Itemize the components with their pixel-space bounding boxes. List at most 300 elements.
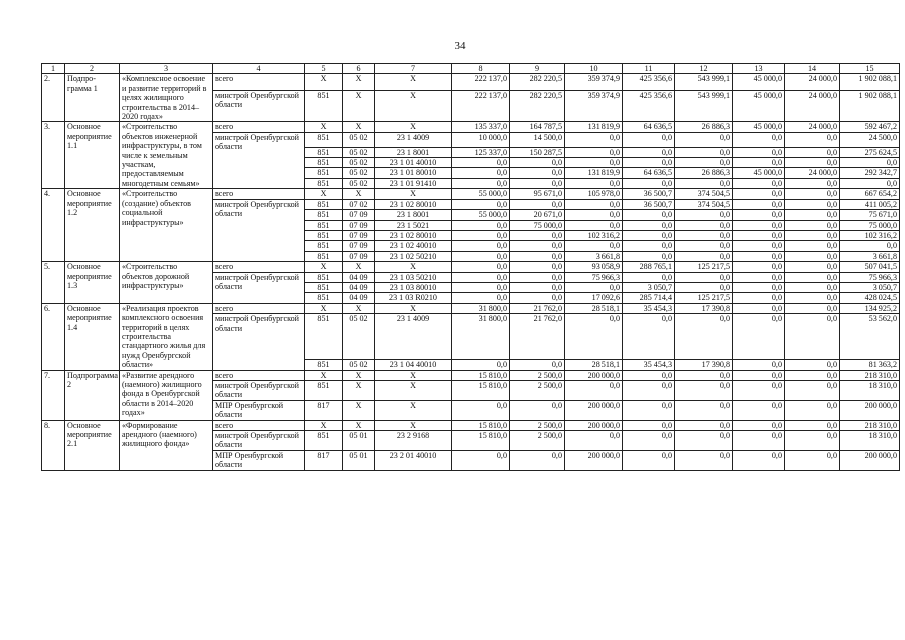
amount-cell: 0,0 xyxy=(510,450,565,470)
amount-cell: 0,0 xyxy=(623,147,675,157)
code-target: 23 1 03 50210 xyxy=(375,272,452,282)
amount-cell: 0,0 xyxy=(675,431,733,451)
amount-cell: 75 000,0 xyxy=(510,220,565,230)
code-target: 23 1 8001 xyxy=(375,147,452,157)
executor: минстрой Оренбургской области xyxy=(213,381,305,401)
amount-cell: 0,0 xyxy=(675,381,733,401)
amount-cell: 0,0 xyxy=(733,314,785,360)
amount-cell: 0,0 xyxy=(623,230,675,240)
code-grbs: X xyxy=(305,303,343,313)
amount-cell: 0,0 xyxy=(565,147,623,157)
amount-cell: 0,0 xyxy=(675,132,733,147)
amount-cell: 0,0 xyxy=(733,147,785,157)
amount-cell: 428 024,5 xyxy=(840,293,900,303)
amount-cell: 0,0 xyxy=(675,147,733,157)
amount-cell: 21 762,0 xyxy=(510,314,565,360)
code-section: X xyxy=(343,381,375,401)
amount-cell: 425 356,6 xyxy=(623,90,675,122)
amount-cell: 374 504,5 xyxy=(675,199,733,209)
code-grbs: X xyxy=(305,74,343,91)
amount-cell: 0,0 xyxy=(565,220,623,230)
amount-cell: 18 310,0 xyxy=(840,381,900,401)
budget-table xyxy=(41,63,900,471)
amount-cell: 35 454,3 xyxy=(623,303,675,313)
executor: МПР Оренбургской области xyxy=(213,400,305,420)
amount-cell: 0,0 xyxy=(733,241,785,251)
code-grbs: X xyxy=(305,122,343,132)
code-target: X xyxy=(375,74,452,91)
amount-cell: 0,0 xyxy=(510,272,565,282)
amount-cell: 0,0 xyxy=(785,210,840,220)
amount-cell: 102 316,2 xyxy=(565,230,623,240)
amount-cell: 288 765,1 xyxy=(623,262,675,272)
amount-cell: 24 500,0 xyxy=(840,132,900,147)
amount-cell: 0,0 xyxy=(623,158,675,168)
code-target: X xyxy=(375,370,452,380)
amount-cell: 0,0 xyxy=(452,158,510,168)
amount-cell: 150 287,5 xyxy=(510,147,565,157)
amount-cell: 0,0 xyxy=(452,168,510,178)
item-type: Подпро-грамма 1 xyxy=(65,74,120,122)
item-type: Основное мероприятие 1.4 xyxy=(65,303,120,370)
amount-cell: 0,0 xyxy=(785,450,840,470)
code-grbs: 851 xyxy=(305,147,343,157)
amount-cell: 0,0 xyxy=(785,178,840,188)
amount-cell: 0,0 xyxy=(785,189,840,199)
amount-cell: 0,0 xyxy=(785,132,840,147)
code-target: 23 2 01 40010 xyxy=(375,450,452,470)
amount-cell: 0,0 xyxy=(733,132,785,147)
code-section: X xyxy=(343,400,375,420)
amount-cell: 0,0 xyxy=(452,251,510,261)
code-section: 04 09 xyxy=(343,293,375,303)
amount-cell: 0,0 xyxy=(675,272,733,282)
amount-cell: 0,0 xyxy=(452,220,510,230)
amount-cell: 55 000,0 xyxy=(452,210,510,220)
amount-cell: 0,0 xyxy=(675,370,733,380)
table-row xyxy=(42,262,900,272)
amount-cell: 131 819,9 xyxy=(565,168,623,178)
amount-cell: 411 005,2 xyxy=(840,199,900,209)
amount-cell: 0,0 xyxy=(785,230,840,240)
amount-cell: 0,0 xyxy=(785,381,840,401)
amount-cell: 75 966,3 xyxy=(840,272,900,282)
amount-cell: 0,0 xyxy=(623,450,675,470)
amount-cell: 0,0 xyxy=(733,360,785,370)
amount-cell: 0,0 xyxy=(452,230,510,240)
code-grbs: 851 xyxy=(305,220,343,230)
table-row xyxy=(42,122,900,132)
amount-cell: 24 000,0 xyxy=(785,74,840,91)
amount-cell: 0,0 xyxy=(733,303,785,313)
amount-cell: 3 050,7 xyxy=(840,282,900,292)
row-number: 3. xyxy=(42,122,65,189)
code-section: 07 09 xyxy=(343,230,375,240)
amount-cell: 24 000,0 xyxy=(785,122,840,132)
amount-cell: 36 500,7 xyxy=(623,189,675,199)
amount-cell: 0,0 xyxy=(623,132,675,147)
amount-cell: 2 500,0 xyxy=(510,420,565,430)
executor: минстрой Оренбургской области xyxy=(213,199,305,261)
header-row xyxy=(42,64,900,74)
amount-cell: 0,0 xyxy=(785,147,840,157)
row-number: 5. xyxy=(42,262,65,304)
executor: минстрой Оренбургской области xyxy=(213,90,305,122)
amount-cell: 0,0 xyxy=(623,220,675,230)
row-number: 7. xyxy=(42,370,65,420)
code-grbs: 851 xyxy=(305,360,343,370)
code-grbs: 851 xyxy=(305,241,343,251)
executor: всего xyxy=(213,262,305,272)
amount-cell: 0,0 xyxy=(675,210,733,220)
code-target: 23 1 02 80010 xyxy=(375,230,452,240)
amount-cell: 0,0 xyxy=(452,450,510,470)
amount-cell: 0,0 xyxy=(733,158,785,168)
amount-cell: 0,0 xyxy=(623,431,675,451)
code-section: 05 02 xyxy=(343,178,375,188)
row-number: 2. xyxy=(42,74,65,122)
amount-cell: 0,0 xyxy=(675,220,733,230)
code-section: 05 02 xyxy=(343,360,375,370)
amount-cell: 0,0 xyxy=(733,381,785,401)
amount-cell: 0,0 xyxy=(565,158,623,168)
amount-cell: 0,0 xyxy=(510,168,565,178)
code-section: X xyxy=(343,74,375,91)
amount-cell: 0,0 xyxy=(733,189,785,199)
amount-cell: 0,0 xyxy=(840,241,900,251)
code-grbs: 817 xyxy=(305,450,343,470)
code-target: X xyxy=(375,122,452,132)
code-section: 05 01 xyxy=(343,450,375,470)
amount-cell: 15 810,0 xyxy=(452,420,510,430)
item-name: «Строительство (создание) объектов социальной инфраструктуры» xyxy=(120,189,213,262)
table-row xyxy=(42,370,900,380)
code-target: X xyxy=(375,189,452,199)
code-section: X xyxy=(343,122,375,132)
amount-cell: 0,0 xyxy=(623,178,675,188)
column-number-header: 10 xyxy=(565,64,623,74)
amount-cell: 0,0 xyxy=(733,400,785,420)
code-grbs: 851 xyxy=(305,314,343,360)
amount-cell: 0,0 xyxy=(785,400,840,420)
amount-cell: 0,0 xyxy=(840,178,900,188)
amount-cell: 0,0 xyxy=(733,230,785,240)
amount-cell: 31 800,0 xyxy=(452,303,510,313)
code-target: 23 1 02 40010 xyxy=(375,241,452,251)
amount-cell: 35 454,3 xyxy=(623,360,675,370)
amount-cell: 282 220,5 xyxy=(510,90,565,122)
code-section: 05 02 xyxy=(343,132,375,147)
amount-cell: 0,0 xyxy=(675,450,733,470)
amount-cell: 0,0 xyxy=(785,272,840,282)
code-target: 23 1 01 91410 xyxy=(375,178,452,188)
amount-cell: 24 000,0 xyxy=(785,168,840,178)
amount-cell: 0,0 xyxy=(733,431,785,451)
amount-cell: 2 500,0 xyxy=(510,370,565,380)
item-type: Подпрограмма 2 xyxy=(65,370,120,420)
executor: МПР Оренбургской области xyxy=(213,450,305,470)
amount-cell: 0,0 xyxy=(785,360,840,370)
code-target: 23 1 8001 xyxy=(375,210,452,220)
amount-cell: 543 999,1 xyxy=(675,90,733,122)
code-grbs: 851 xyxy=(305,178,343,188)
item-name: «Комплексное освоение и развитие территорий в целях жилищного строительства в 2014–2020 годах» xyxy=(120,74,213,122)
code-section: X xyxy=(343,90,375,122)
amount-cell: 45 000,0 xyxy=(733,90,785,122)
code-target: X xyxy=(375,90,452,122)
amount-cell: 0,0 xyxy=(785,370,840,380)
amount-cell: 592 467,2 xyxy=(840,122,900,132)
code-section: 04 09 xyxy=(343,282,375,292)
amount-cell: 0,0 xyxy=(623,370,675,380)
code-target: 23 1 4009 xyxy=(375,132,452,147)
amount-cell: 0,0 xyxy=(785,293,840,303)
amount-cell: 0,0 xyxy=(510,158,565,168)
amount-cell: 0,0 xyxy=(623,314,675,360)
code-section: 05 02 xyxy=(343,314,375,360)
amount-cell: 135 337,0 xyxy=(452,122,510,132)
executor: всего xyxy=(213,189,305,199)
amount-cell: 0,0 xyxy=(452,241,510,251)
amount-cell: 131 819,9 xyxy=(565,122,623,132)
amount-cell: 64 636,5 xyxy=(623,122,675,132)
amount-cell: 200 000,0 xyxy=(565,400,623,420)
code-grbs: X xyxy=(305,262,343,272)
amount-cell: 0,0 xyxy=(675,158,733,168)
amount-cell: 125 337,0 xyxy=(452,147,510,157)
amount-cell: 3 661,8 xyxy=(840,251,900,261)
amount-cell: 0,0 xyxy=(510,230,565,240)
code-grbs: 817 xyxy=(305,400,343,420)
code-section: 05 02 xyxy=(343,158,375,168)
amount-cell: 0,0 xyxy=(452,400,510,420)
column-number-header: 11 xyxy=(623,64,675,74)
amount-cell: 0,0 xyxy=(675,282,733,292)
amount-cell: 0,0 xyxy=(510,360,565,370)
code-grbs: X xyxy=(305,370,343,380)
code-section: 07 02 xyxy=(343,199,375,209)
row-number: 6. xyxy=(42,303,65,370)
column-number-header: 12 xyxy=(675,64,733,74)
amount-cell: 26 886,3 xyxy=(675,168,733,178)
amount-cell: 0,0 xyxy=(565,132,623,147)
table-row xyxy=(42,420,900,430)
code-section: 05 02 xyxy=(343,147,375,157)
column-number-header: 5 xyxy=(305,64,343,74)
code-grbs: 851 xyxy=(305,210,343,220)
amount-cell: 0,0 xyxy=(675,420,733,430)
column-number-header: 7 xyxy=(375,64,452,74)
amount-cell: 282 220,5 xyxy=(510,74,565,91)
amount-cell: 0,0 xyxy=(623,241,675,251)
amount-cell: 359 374,9 xyxy=(565,74,623,91)
code-section: X xyxy=(343,189,375,199)
amount-cell: 0,0 xyxy=(510,251,565,261)
amount-cell: 0,0 xyxy=(565,282,623,292)
amount-cell: 0,0 xyxy=(785,241,840,251)
amount-cell: 36 500,7 xyxy=(623,199,675,209)
code-target: X xyxy=(375,262,452,272)
amount-cell: 18 310,0 xyxy=(840,431,900,451)
amount-cell: 0,0 xyxy=(733,282,785,292)
amount-cell: 359 374,9 xyxy=(565,90,623,122)
column-number-header: 1 xyxy=(42,64,65,74)
column-number-header: 13 xyxy=(733,64,785,74)
code-grbs: 851 xyxy=(305,282,343,292)
amount-cell: 0,0 xyxy=(565,431,623,451)
amount-cell: 0,0 xyxy=(623,420,675,430)
amount-cell: 218 310,0 xyxy=(840,420,900,430)
amount-cell: 0,0 xyxy=(452,178,510,188)
amount-cell: 55 000,0 xyxy=(452,189,510,199)
amount-cell: 0,0 xyxy=(452,199,510,209)
code-grbs: 851 xyxy=(305,272,343,282)
amount-cell: 0,0 xyxy=(785,431,840,451)
amount-cell: 14 500,0 xyxy=(510,132,565,147)
amount-cell: 0,0 xyxy=(623,210,675,220)
column-number-header: 3 xyxy=(120,64,213,74)
amount-cell: 0,0 xyxy=(510,199,565,209)
item-name: «Реализация проектов комплексного освоения территорий в целях строительства стандартного жилья для нужд Оренбургской области» xyxy=(120,303,213,370)
code-target: 23 1 01 80010 xyxy=(375,168,452,178)
executor: всего xyxy=(213,122,305,132)
amount-cell: 0,0 xyxy=(733,210,785,220)
amount-cell: 0,0 xyxy=(733,420,785,430)
amount-cell: 93 058,9 xyxy=(565,262,623,272)
code-grbs: 851 xyxy=(305,199,343,209)
amount-cell: 21 762,0 xyxy=(510,303,565,313)
code-target: 23 1 01 40010 xyxy=(375,158,452,168)
code-grbs: 851 xyxy=(305,90,343,122)
code-target: 23 1 02 80010 xyxy=(375,199,452,209)
amount-cell: 105 978,0 xyxy=(565,189,623,199)
amount-cell: 45 000,0 xyxy=(733,168,785,178)
amount-cell: 0,0 xyxy=(623,251,675,261)
amount-cell: 0,0 xyxy=(623,400,675,420)
amount-cell: 0,0 xyxy=(785,303,840,313)
amount-cell: 2 500,0 xyxy=(510,381,565,401)
amount-cell: 200 000,0 xyxy=(565,370,623,380)
amount-cell: 0,0 xyxy=(452,360,510,370)
amount-cell: 0,0 xyxy=(623,272,675,282)
amount-cell: 15 810,0 xyxy=(452,431,510,451)
amount-cell: 0,0 xyxy=(733,370,785,380)
amount-cell: 31 800,0 xyxy=(452,314,510,360)
amount-cell: 0,0 xyxy=(452,262,510,272)
amount-cell: 507 041,5 xyxy=(840,262,900,272)
amount-cell: 218 310,0 xyxy=(840,370,900,380)
amount-cell: 0,0 xyxy=(510,282,565,292)
amount-cell: 102 316,2 xyxy=(840,230,900,240)
executor: минстрой Оренбургской области xyxy=(213,431,305,451)
amount-cell: 53 562,0 xyxy=(840,314,900,360)
code-target: 23 1 5021 xyxy=(375,220,452,230)
amount-cell: 0,0 xyxy=(675,178,733,188)
code-grbs: 851 xyxy=(305,230,343,240)
amount-cell: 17 092,6 xyxy=(565,293,623,303)
executor: всего xyxy=(213,420,305,430)
amount-cell: 28 518,1 xyxy=(565,360,623,370)
amount-cell: 0,0 xyxy=(510,178,565,188)
amount-cell: 125 217,5 xyxy=(675,293,733,303)
code-section: 05 01 xyxy=(343,431,375,451)
amount-cell: 0,0 xyxy=(510,293,565,303)
code-grbs: 851 xyxy=(305,158,343,168)
item-name: «Развитие арендного (наемного) жилищного фонда в Оренбургской области в 2014–2020 годах» xyxy=(120,370,213,420)
amount-cell: 0,0 xyxy=(785,158,840,168)
amount-cell: 0,0 xyxy=(623,381,675,401)
amount-cell: 26 886,3 xyxy=(675,122,733,132)
table-row xyxy=(42,303,900,313)
amount-cell: 0,0 xyxy=(733,251,785,261)
item-type: Основное мероприятие 2.1 xyxy=(65,420,120,470)
column-number-header: 14 xyxy=(785,64,840,74)
amount-cell: 0,0 xyxy=(785,251,840,261)
amount-cell: 64 636,5 xyxy=(623,168,675,178)
row-number: 4. xyxy=(42,189,65,262)
code-section: X xyxy=(343,370,375,380)
amount-cell: 0,0 xyxy=(675,251,733,261)
amount-cell: 24 000,0 xyxy=(785,90,840,122)
amount-cell: 3 661,8 xyxy=(565,251,623,261)
amount-cell: 0,0 xyxy=(785,420,840,430)
code-target: X xyxy=(375,420,452,430)
code-section: 07 09 xyxy=(343,220,375,230)
column-number-header: 6 xyxy=(343,64,375,74)
amount-cell: 0,0 xyxy=(452,272,510,282)
amount-cell: 222 137,0 xyxy=(452,74,510,91)
amount-cell: 0,0 xyxy=(785,199,840,209)
amount-cell: 0,0 xyxy=(510,262,565,272)
item-name: «Строительство объектов дорожной инфраструктуры» xyxy=(120,262,213,304)
executor: минстрой Оренбургской области xyxy=(213,272,305,303)
amount-cell: 0,0 xyxy=(733,262,785,272)
row-number: 8. xyxy=(42,420,65,470)
code-grbs: 851 xyxy=(305,293,343,303)
code-target: 23 1 02 50210 xyxy=(375,251,452,261)
code-grbs: X xyxy=(305,189,343,199)
amount-cell: 95 671,0 xyxy=(510,189,565,199)
code-target: X xyxy=(375,303,452,313)
executor: всего xyxy=(213,74,305,91)
amount-cell: 0,0 xyxy=(675,241,733,251)
amount-cell: 0,0 xyxy=(733,199,785,209)
item-name: «Формирование арендного (наемного) жилищного фонда» xyxy=(120,420,213,470)
amount-cell: 374 504,5 xyxy=(675,189,733,199)
amount-cell: 20 671,0 xyxy=(510,210,565,220)
amount-cell: 125 217,5 xyxy=(675,262,733,272)
column-number-header: 15 xyxy=(840,64,900,74)
amount-cell: 45 000,0 xyxy=(733,122,785,132)
code-section: X xyxy=(343,303,375,313)
code-target: 23 1 03 80010 xyxy=(375,282,452,292)
amount-cell: 0,0 xyxy=(733,178,785,188)
amount-cell: 0,0 xyxy=(675,230,733,240)
executor: минстрой Оренбургской области xyxy=(213,132,305,188)
code-target: 23 1 4009 xyxy=(375,314,452,360)
amount-cell: 0,0 xyxy=(565,314,623,360)
amount-cell: 0,0 xyxy=(565,210,623,220)
amount-cell: 17 390,8 xyxy=(675,360,733,370)
amount-cell: 292 342,7 xyxy=(840,168,900,178)
code-target: 23 1 03 R0210 xyxy=(375,293,452,303)
amount-cell: 0,0 xyxy=(675,314,733,360)
code-section: 07 09 xyxy=(343,251,375,261)
amount-cell: 200 000,0 xyxy=(840,450,900,470)
amount-cell: 3 050,7 xyxy=(623,282,675,292)
amount-cell: 1 902 088,1 xyxy=(840,74,900,91)
code-grbs: 851 xyxy=(305,251,343,261)
